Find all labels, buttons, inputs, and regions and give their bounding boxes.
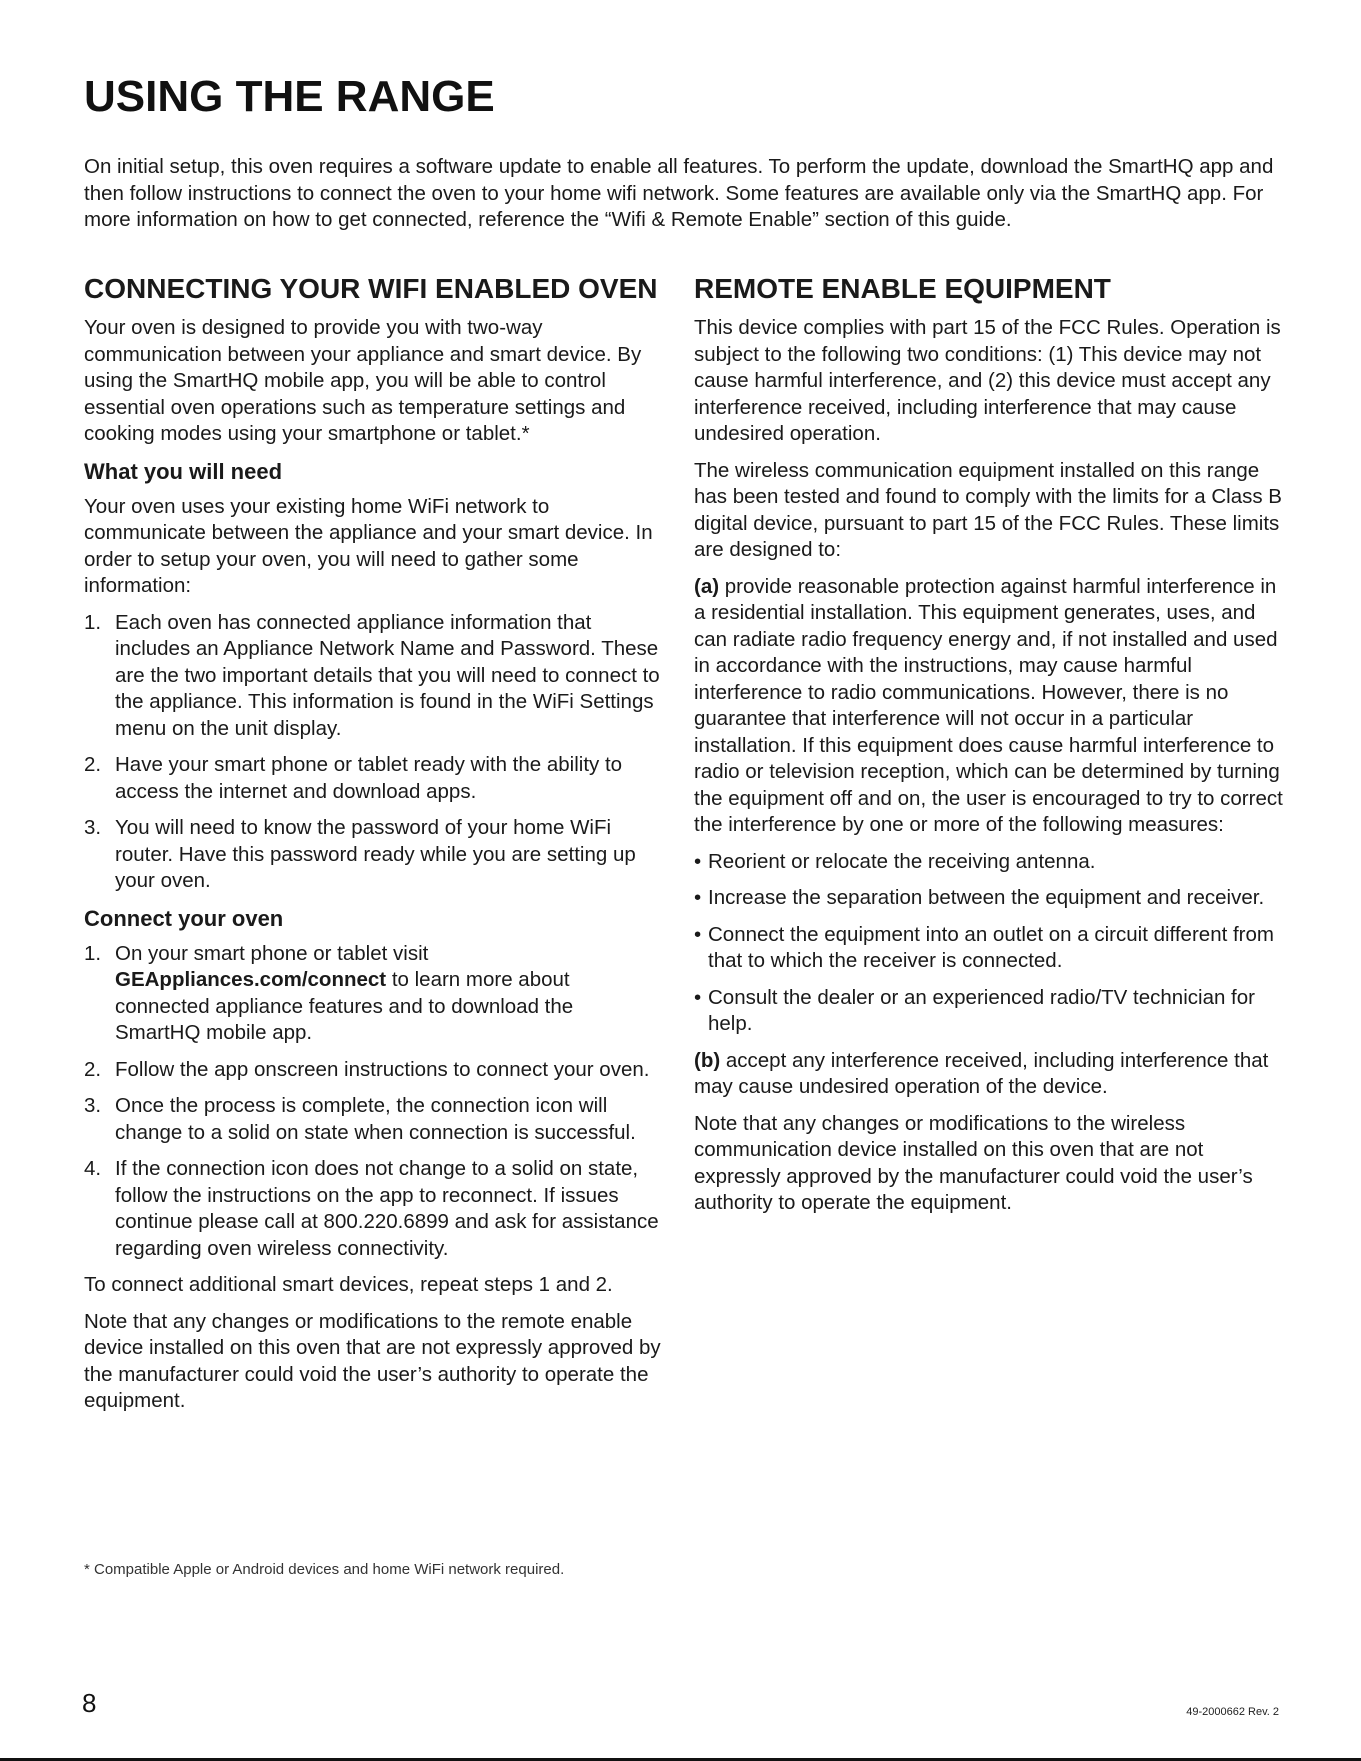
measure-text: Reorient or relocate the receiving antenna.	[708, 849, 1096, 873]
need-step	[84, 610, 664, 743]
provision-b-paragraph	[694, 1048, 1284, 1101]
provision-a-text: provide reasonable protection against harmful interference in a residential installation. This equipment generates, uses, and can radiate radio frequency energy and, if not installed and used in accordance with the instructions, may cause harmful interference to radio communications. However, there is no guarantee that interference will not occur in a particular installation. If this equipment does cause harmful interference to radio or television reception, which can be determined by turning the equipment off and on, the user is encouraged to try to correct the interference by one or more of the following measures:	[694, 574, 1283, 836]
need-steps-list	[84, 610, 664, 895]
step-text: Follow the app onscreen instructions to connect your oven.	[115, 1057, 650, 1081]
fcc-compliance-paragraph: This device complies with part 15 of the FCC Rules. Operation is subject to the following two conditions: (1) This device may not cause harmful interference, and (2) this device must accept any interference received, including interference that may cause undesired operation.	[694, 316, 1281, 445]
step-number: 4.	[84, 1157, 102, 1180]
class-b-paragraph: The wireless communication equipment installed on this range has been tested and found to comply with the limits for a Class B digital device, pursuant to part 15 of the FCC Rules. These limits are designed to:	[694, 458, 1282, 561]
measure-text: Increase the separation between the equipment and receiver.	[708, 886, 1265, 909]
connect-step	[84, 941, 664, 1047]
connect-step	[84, 1156, 664, 1262]
measure-text: Connect the equipment into an outlet on a circuit different from that to which the receiver is connected.	[708, 922, 1274, 972]
measure-item	[694, 849, 1284, 876]
provision-b-text: accept any interference received, including interference that may cause undesired operation of the device.	[694, 1048, 1269, 1098]
provision-a-paragraph	[694, 574, 1284, 839]
measures-list	[694, 849, 1284, 1038]
right-column	[694, 272, 1284, 1227]
what-you-need-paragraph: Your oven uses your existing home WiFi network to communicate between the appliance and your smart device. In order to setup your oven, you will need to gather some information:	[84, 494, 653, 597]
connect-step	[84, 1057, 664, 1084]
step-number: 1.	[84, 610, 102, 634]
remote-enable-heading: REMOTE ENABLE EQUIPMENT	[694, 273, 1111, 304]
step-number: 1.	[84, 941, 102, 965]
step-text-after: to learn more about connected appliance features and to download the SmartHQ mobile app.	[115, 968, 574, 1044]
footnote: * Compatible Apple or Android devices and home WiFi network required.	[84, 1561, 565, 1578]
need-step	[84, 815, 664, 895]
step-number: 3.	[84, 816, 102, 839]
step-text: Once the process is complete, the connection icon will change to a solid on state when connection is successful.	[115, 1094, 636, 1144]
bullet-icon: •	[694, 985, 702, 1009]
repeat-steps-note: To connect additional smart devices, repeat steps 1 and 2.	[84, 1273, 613, 1296]
provision-b-label: (b)	[694, 1048, 721, 1072]
bullet-icon: •	[694, 922, 702, 946]
measure-item	[694, 885, 1284, 912]
step-text: Have your smart phone or tablet ready with the ability to access the internet and download apps.	[115, 753, 623, 803]
connect-oven-heading: Connect your oven	[84, 905, 284, 931]
step-number: 2.	[84, 1057, 102, 1081]
step-text-before: On your smart phone or tablet visit	[115, 941, 429, 965]
bullet-icon: •	[694, 849, 702, 873]
step-number: 2.	[84, 753, 102, 776]
connect-url-link[interactable]: GEAppliances.com/connect	[115, 968, 387, 991]
wifi-intro-paragraph: Your oven is designed to provide you with two-way communication between your appliance and smart device. By using the SmartHQ mobile app, you will be able to control essential oven operations such as temperature settings and cooking modes using your smartphone or tablet.*	[84, 316, 642, 445]
page-number: 8	[82, 1688, 97, 1718]
intro-paragraph: On initial setup, this oven requires a software update to enable all features. To perform the update, download the SmartHQ app and then follow instructions to connect the oven to your home wifi network. Some features are available only via the SmartHQ app. For more information on how to get connected, reference the “Wifi & Remote Enable” section of this guide.	[84, 155, 1274, 231]
connect-steps-list	[84, 941, 664, 1263]
step-number: 3.	[84, 1094, 102, 1117]
step-text: You will need to know the password of your home WiFi router. Have this password ready while you are setting up your oven.	[115, 816, 636, 892]
step-text: If the connection icon does not change to a solid on state, follow the instructions on the app to reconnect. If issues continue please call at 800.220.6899 and ask for assistance regarding oven wireless connectivity.	[115, 1157, 659, 1260]
measure-text: Consult the dealer or an experienced radio/TV technician for help.	[708, 985, 1255, 1035]
page-title: USING THE RANGE	[84, 72, 495, 121]
connect-step	[84, 1093, 664, 1146]
provision-a-label: (a)	[694, 574, 720, 598]
need-step	[84, 752, 664, 805]
what-you-need-heading: What you will need	[84, 458, 283, 484]
wireless-modification-note: Note that any changes or modifications to the wireless communication device installed on this oven that are not expressly approved by the manufacturer could void the user’s authority to operate the equipment.	[694, 1111, 1253, 1214]
measure-item	[694, 922, 1284, 975]
document-number: 49-2000662 Rev. 2	[1186, 1706, 1279, 1718]
wifi-section-heading: CONNECTING YOUR WIFI ENABLED OVEN	[84, 273, 658, 304]
step-text: Each oven has connected appliance information that includes an Appliance Network Name and Password. These are the two important details that you will need to connect to the appliance. This information is found in the WiFi Settings menu on the unit display.	[115, 610, 660, 740]
measure-item	[694, 985, 1284, 1038]
bullet-icon: •	[694, 886, 702, 909]
modification-note: Note that any changes or modifications to the remote enable device installed on this oven that are not expressly approved by the manufacturer could void the user’s authority to operate the equipment.	[84, 1309, 661, 1412]
left-column	[84, 272, 664, 1425]
